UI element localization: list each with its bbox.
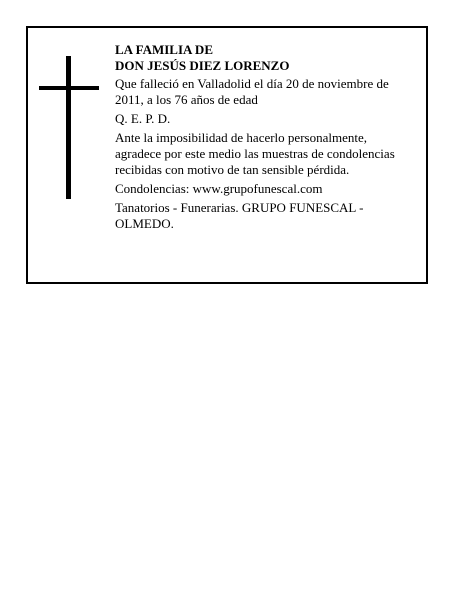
condolences-line: Condolencias: www.grupofunescal.com [115, 181, 323, 196]
heading-deceased-name: DON JESÚS DIEZ LORENZO [115, 58, 290, 73]
notice-text [115, 42, 415, 235]
funeral-home-line: Tanatorios - Funerarias. GRUPO FUNESCAL - OLMEDO. [115, 200, 364, 231]
thanks-paragraph: Ante la imposibilidad de hacerlo personalmente, agradece por este medio las muestras de condolencias recibidas con motivo de tan sensible pérdida. [115, 130, 395, 177]
cross-vertical-bar [66, 56, 71, 199]
heading-family: LA FAMILIA DE [115, 42, 213, 57]
obituary-notice [26, 26, 428, 284]
cross-horizontal-bar [39, 86, 99, 90]
death-info: Que falleció en Valladolid el día 20 de noviembre de 2011, a los 76 años de edad [115, 76, 389, 107]
rip-line: Q. E. P. D. [115, 111, 171, 126]
